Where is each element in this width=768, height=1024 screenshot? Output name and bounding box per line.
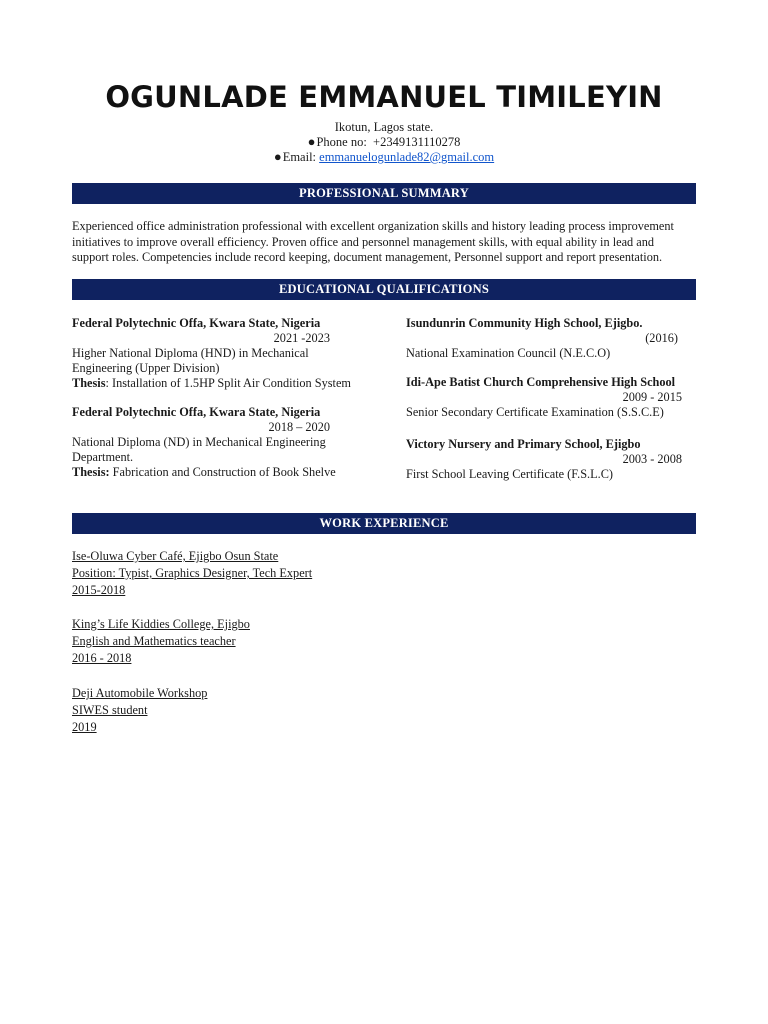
employer: Deji Automobile Workshop xyxy=(72,686,208,700)
education-years: 2018 – 2020 xyxy=(268,420,330,434)
section-header-work: WORK EXPERIENCE xyxy=(72,513,696,534)
education-years: 2021 -2023 xyxy=(273,331,330,345)
education-entry-fslc xyxy=(406,437,682,482)
degree-line: National Diploma (ND) in Mechanical Engineering xyxy=(72,435,326,449)
bullet-icon: ● xyxy=(273,149,282,164)
summary-line: support roles. Competencies include record keeping, document management, Personnel support and report presentation. xyxy=(72,250,663,264)
school-name: Victory Nursery and Primary School, Ejigbo xyxy=(406,437,641,451)
candidate-name: OGUNLADE EMMANUEL TIMILEYIN xyxy=(105,80,663,114)
employer: King’s Life Kiddies College, Ejigbo xyxy=(72,617,250,631)
summary-line: Experienced office administration professional with excellent organization skills and history leading process improvement xyxy=(72,219,674,233)
summary-line: initiatives to improve overall efficiency. Proven office and personnel management skills, with equal ability in lead and xyxy=(72,234,655,249)
education-years: (2016) xyxy=(645,331,678,345)
certificate: First School Leaving Certificate (F.S.L.C) xyxy=(406,467,614,481)
email-line xyxy=(0,149,768,165)
bullet-icon: ● xyxy=(307,134,316,149)
education-years: 2009 - 2015 xyxy=(622,390,682,404)
education-entry-nd xyxy=(72,405,336,480)
thesis-line xyxy=(72,376,351,391)
thesis-line xyxy=(72,465,336,480)
phone-line xyxy=(0,134,768,150)
work-years: 2015-2018 xyxy=(72,583,126,597)
degree-line: Engineering (Upper Division) xyxy=(72,361,220,375)
address: Ikotun, Lagos state. xyxy=(334,120,434,134)
work-years: 2019 xyxy=(72,720,97,734)
section-header-education: EDUCATIONAL QUALIFICATIONS xyxy=(72,279,696,300)
education-entry-ssce xyxy=(406,375,682,420)
email-label: Email: xyxy=(282,150,317,164)
education-years: 2003 - 2008 xyxy=(622,452,682,466)
position: English and Mathematics teacher xyxy=(72,634,236,648)
school-name: Idi-Ape Batist Church Comprehensive High School xyxy=(406,375,676,389)
school-name: Isundunrin Community High School, Ejigbo. xyxy=(406,316,643,330)
school-name: Federal Polytechnic Offa, Kwara State, Nigeria xyxy=(72,316,321,330)
degree-line: Department. xyxy=(72,450,134,464)
work-entry-cyber-cafe xyxy=(72,548,312,599)
certificate: Senior Secondary Certificate Examination (S.S.C.E) xyxy=(406,405,664,419)
employer: Ise-Oluwa Cyber Café, Ejigbo Osun State xyxy=(72,549,279,563)
professional-summary xyxy=(72,219,696,266)
thesis-title: : Installation of 1.5HP Split Air Condition System xyxy=(105,376,351,390)
education-entry-hnd xyxy=(72,316,351,391)
phone-label: Phone no: xyxy=(316,135,367,149)
position: Position: Typist, Graphics Designer, Tech Expert xyxy=(72,566,313,580)
thesis-label: Thesis xyxy=(72,376,106,390)
work-entry-automobile-workshop xyxy=(72,685,207,736)
thesis-title: Fabrication and Construction of Book Shelve xyxy=(109,465,336,479)
section-header-summary: PROFESSIONAL SUMMARY xyxy=(72,183,696,204)
work-entry-kiddies-college xyxy=(72,616,250,667)
email-link[interactable]: emmanuelogunlade82@gmail.com xyxy=(319,150,495,164)
certificate: National Examination Council (N.E.C.O) xyxy=(406,346,611,360)
degree-line: Higher National Diploma (HND) in Mechanical xyxy=(72,346,309,360)
work-years: 2016 - 2018 xyxy=(72,651,132,665)
thesis-label: Thesis: xyxy=(72,465,110,479)
address-line xyxy=(0,120,768,135)
education-entry-neco xyxy=(406,316,678,361)
school-name: Federal Polytechnic Offa, Kwara State, Nigeria xyxy=(72,405,321,419)
position: SIWES student xyxy=(72,703,148,717)
phone-number: +2349131110278 xyxy=(373,135,461,149)
